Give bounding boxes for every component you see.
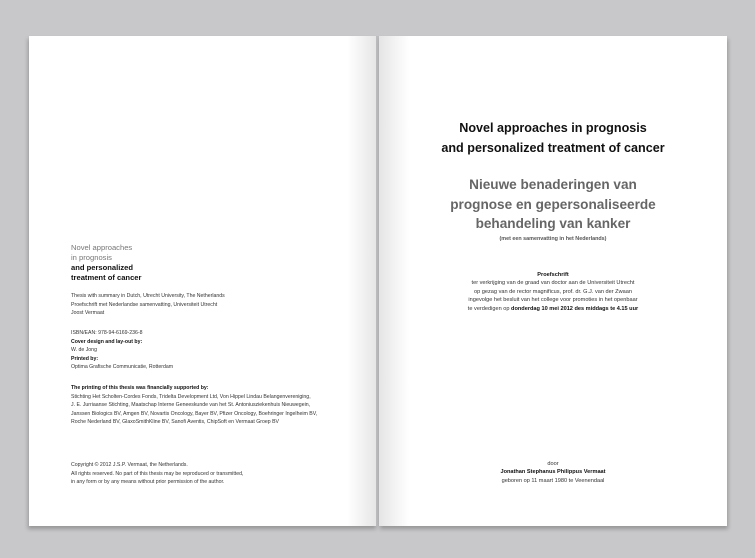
copyright-line: Copyright © 2012 J.S.P. Vermaat, the Netherlands. bbox=[71, 462, 188, 468]
author-block bbox=[379, 460, 727, 485]
dutch-title-line: behandeling van kanker bbox=[475, 216, 631, 231]
dutch-title-line: prognose en gepersonaliseerde bbox=[450, 196, 656, 212]
promotion-line: ingevolge het besluit van het college voor promoties in het openbaar bbox=[468, 297, 638, 304]
right-page bbox=[379, 36, 727, 526]
thesis-info-line: Thesis with summary in Dutch, Utrecht University, The Netherlands bbox=[71, 293, 225, 299]
proefschrift-heading: Proefschrift bbox=[537, 272, 569, 278]
copyright-line: All rights reserved. No part of this thesis may be reproduced or transmitted, bbox=[71, 470, 244, 477]
defense-date: donderdag 10 mei 2012 des middags te 4.15 uur bbox=[511, 305, 639, 312]
copyright bbox=[71, 461, 243, 487]
financial-support-line: J. E. Jurriaanse Stichting, Maatschap Interne Geneeskunde van het St. Antoniusziekenhuis Nieuwegein, bbox=[71, 402, 311, 408]
colophon-title-line-2: in prognosis bbox=[71, 253, 112, 262]
thesis-info-line: Proefschrift met Nederlandse samenvatting, Universiteit Utrecht bbox=[71, 301, 218, 308]
door-label: door bbox=[547, 461, 559, 467]
english-title-line: and personalized treatment of cancer bbox=[441, 141, 665, 155]
author-name: Jonathan Stephanus Philippus Vermaat bbox=[500, 469, 606, 476]
financial-support-label: The printing of this thesis was financially supported by: bbox=[71, 385, 209, 391]
cover-design-label: Cover design and lay-out by: bbox=[71, 338, 143, 345]
promotion-line: ter verkrijging van de graad van doctor aan de Universiteit Utrecht bbox=[471, 280, 635, 287]
colophon-title-line-4: treatment of cancer bbox=[71, 273, 142, 282]
copyright-line: in any form or by any means without prior permission of the author. bbox=[71, 479, 225, 485]
production-credits bbox=[71, 329, 173, 372]
colophon-title-line-3: and personalized bbox=[71, 263, 134, 272]
english-title bbox=[379, 118, 727, 158]
colophon-title bbox=[71, 243, 141, 283]
promotion-statement bbox=[379, 271, 727, 313]
cover-design-name: W. de Jong bbox=[71, 347, 97, 353]
english-title-line: Novel approaches in prognosis bbox=[459, 121, 647, 135]
isbn: ISBN/EAN: 978-94-6169-236-8 bbox=[71, 330, 143, 336]
author-birth: geboren op 11 maart 1980 te Veenendaal bbox=[501, 477, 605, 484]
financial-support-line: Roche Nederland BV, GlaxoSmithKline BV, Sanofi Aventis, ChipSoft en Vermaat Groep BV bbox=[71, 419, 280, 425]
printed-by-label: Printed by: bbox=[71, 355, 99, 362]
defense-line bbox=[379, 305, 727, 313]
colophon-title-line-1: Novel approaches bbox=[71, 243, 133, 252]
left-page bbox=[29, 36, 377, 526]
dutch-title bbox=[379, 175, 727, 234]
financial-support bbox=[71, 384, 317, 427]
summary-note: (met een samenvatting in het Nederlands) bbox=[499, 236, 607, 242]
printed-by-name: Optima Grafische Communicatie, Rotterdam bbox=[71, 364, 174, 370]
financial-support-line: Stichting Het Scholten-Cordes Fonds, Tridelta Development Ltd, Von Hippel Lindau Belangenvereniging, bbox=[71, 393, 311, 400]
left-gutter-shadow bbox=[347, 36, 377, 526]
thesis-author: Joost Vermaat bbox=[71, 310, 105, 316]
financial-support-line: Janssen Biologics BV, Amgen BV, Novartis Oncology, Bayer BV, Pfizer Oncology, Boehringer Ingelheim BV, bbox=[71, 410, 318, 417]
thesis-info bbox=[71, 292, 225, 318]
defense-prefix: te verdedigen op bbox=[467, 305, 510, 312]
promotion-line: op gezag van de rector magnificus, prof. dr. G.J. van der Zwaan bbox=[474, 288, 632, 295]
dutch-title-line: Nieuwe benaderingen van bbox=[469, 177, 637, 192]
